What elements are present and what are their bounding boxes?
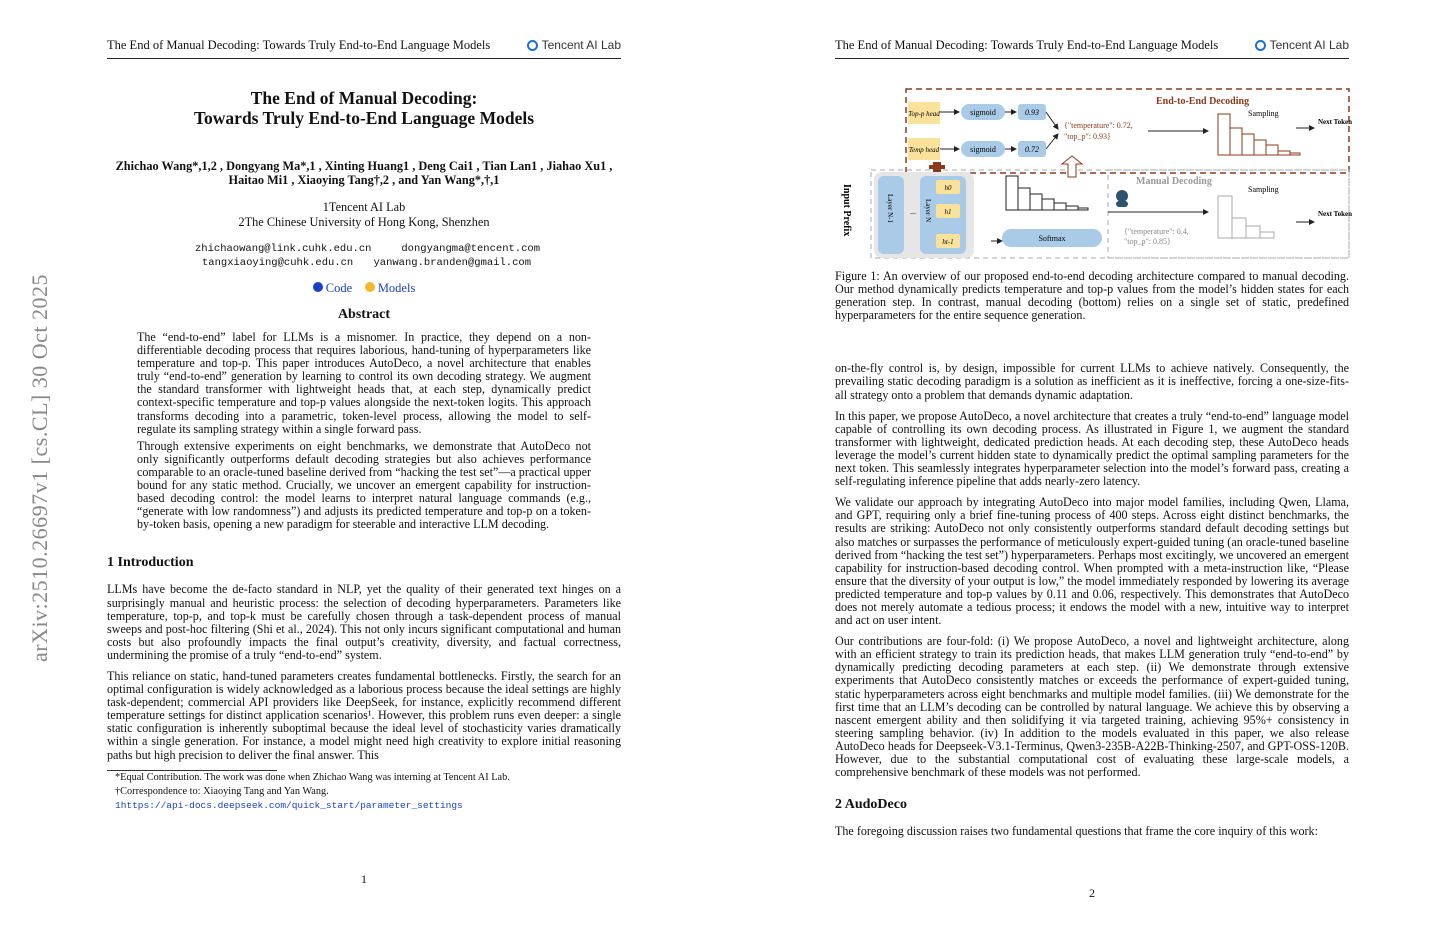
sampling-label: Sampling bbox=[1248, 109, 1279, 118]
affiliations bbox=[107, 200, 621, 230]
user-icon bbox=[1116, 190, 1128, 202]
footnote-link[interactable]: 1https://api-docs.deepseek.com/quick_start/parameter_settings bbox=[115, 799, 463, 811]
links bbox=[107, 281, 621, 296]
temp-head: Temp head bbox=[908, 146, 940, 154]
layer-n-1: Layer N-1 bbox=[886, 194, 894, 223]
sigmoid-label: sigmoid bbox=[970, 108, 996, 117]
footnotes bbox=[107, 771, 621, 813]
email: tangxiaoying@cuhk.edu.cn bbox=[202, 257, 354, 269]
next-token-label bbox=[1318, 118, 1352, 126]
body-paragraph: In this paper, we propose AutoDeco, a novel architecture that creates a truly “end-to-end” language model capable of controlling its own decoding process. As illustrated in Figure 1, we augment the standard transformer with lightweight, dedicated prediction heads. At each decoding step, these AutoDeco heads leverage the model’s current hidden state to dynamically predict the optimal sampling parameters for the next token. This seamlessly integrates hyperparameter selection into the model’s forward pass, creating a self-regulating inference pipeline that adds nearly-zero latency. bbox=[835, 408, 1349, 489]
title-line: Towards Truly End-to-End Language Models bbox=[193, 108, 535, 128]
title-line: The End of Manual Decoding: bbox=[250, 88, 478, 108]
authors-line: Haitao Mi1 , Xiaoying Tang†,2 , and Yan Wang*,†,1 bbox=[228, 173, 500, 187]
body-paragraph: on-the-fly control is, by design, impossible for current LLMs to achieve natively. Consequently, the prevailing static decoding paradigm is a solution as inefficient as it is ineffective, forcing a one-size-fits-all strategy onto a problem that demands dynamic adaptation. bbox=[835, 361, 1349, 402]
header-title: The End of Manual Decoding: Towards Truly End-to-End Language Models bbox=[835, 38, 1219, 52]
code-link[interactable]: Code bbox=[325, 281, 353, 295]
header-title: The End of Manual Decoding: Towards Truly End-to-End Language Models bbox=[107, 38, 491, 52]
e2e-decoding-box bbox=[906, 89, 1349, 173]
sigmoid-label: sigmoid bbox=[970, 145, 996, 154]
emails bbox=[195, 242, 540, 270]
sampling-label: Sampling bbox=[1248, 185, 1279, 194]
next-token-text: Next Token bbox=[1318, 118, 1353, 126]
body-paragraph: LLMs have become the de-facto standard in NLP, yet the quality of their generated text hinges on a surprisingly manual and heuristic process: the selection of decoding hyperparameters. Parameters like temperature, top-p, and top-k must be carefully chosen through a task-dependent process of manual sweeps and post-hoc filtering (Shi et al., 2024). This not only incurs significant computational and human costs but also profoundly impacts the final output’s creativity, diversity, and factual correctness, undermining the promise of a truly “end-to-end” system. bbox=[107, 582, 621, 662]
figure-caption: Figure 1: An overview of our proposed end-to-end decoding architecture compared to manual decoding. Our method dynamically predicts temperature and top-p values from the model’s hidden states for each generation step. In contrast, manual decoding (bottom) relies on a single set of static, predefined hyperparameters for the entire sequence generation. bbox=[835, 269, 1349, 323]
github-icon bbox=[313, 282, 323, 292]
body-paragraph: Our contributions are four-fold: (i) We propose AutoDeco, a novel and lightweight architecture, along with an efficient strategy to train its prediction heads, that makes LLM generation truly “end-to-end” by dynamically predicting decoding parameters at each step. (ii) We demonstrate through extensive experiments that AutoDeco consistently matches or exceeds the performance of expert-guided tuning, static hyperparameters across eight benchmarks and multiple model families. (iii) We demonstrate for the first time that an LLM’s decoding can be controlled by natural language. We achieve this by observing a nascent emergent ability and then solidifying it via targeted training, achieving 95%+ consistency in steering sampling behavior. (iv) In addition to the models evaluated in this paper, we also release AutoDeco heads for Deepseek-V3.1-Terminus, Qwen3-235B-A22B-Thinking-2507, and GPT-OSS-120B. However, due to the substantial computational cost of evaluating these large-scale models, a comprehensive benchmark of these models was not performed. bbox=[835, 634, 1349, 780]
email: yanwang.branden@gmail.com bbox=[373, 257, 531, 269]
figure-1-diagram bbox=[836, 84, 1356, 260]
authors-line: Zhichao Wang*,1,2 , Dongyang Ma*,1 , Xinting Huang1 , Deng Cai1 , Tian Lan1 , Jiahao Xu1 , bbox=[115, 159, 613, 173]
softmax-histogram bbox=[1006, 176, 1088, 210]
tencent-logo-icon bbox=[527, 40, 538, 51]
ht-1: ht-1 bbox=[942, 238, 954, 246]
arxiv-watermark: arXiv:2510.26697v1 [cs.CL] 30 Oct 2025 bbox=[27, 273, 52, 663]
manual-params: "top_p": 0.85} bbox=[1124, 237, 1171, 246]
manual-histogram bbox=[1218, 196, 1274, 238]
email: dongyangma@tencent.com bbox=[401, 243, 540, 255]
manual-label: Manual Decoding bbox=[1136, 176, 1212, 187]
layer-n: Layer N bbox=[924, 199, 932, 223]
page-number: 2 bbox=[1089, 886, 1095, 900]
section-heading: 1 Introduction bbox=[107, 555, 194, 571]
tencent-logo bbox=[527, 38, 621, 52]
page2-body bbox=[835, 270, 1349, 838]
section-heading: 2 AudoDeco bbox=[835, 797, 907, 813]
ellipsis: ... bbox=[910, 207, 916, 216]
footnote: †Correspondence to: Xiaoying Tang and Yan Wang. bbox=[115, 785, 329, 797]
page-number: 1 bbox=[361, 872, 367, 886]
e2e-params: "top_p": 0.93} bbox=[1064, 132, 1111, 141]
abstract-heading: Abstract bbox=[337, 307, 391, 322]
footnote: *Equal Contribution. The work was done when Zhichao Wang was interning at Tencent AI Lab. bbox=[115, 771, 510, 783]
email: zhichaowang@link.cuhk.edu.cn bbox=[195, 243, 372, 255]
body-paragraph: This reliance on static, hand-tuned parameters creates fundamental bottlenecks. Firstly, the search for an optimal configuration is widely acknowledged as a laborious process because the ideal settings are highly task-dependent; commercial API providers like DeepSeek, for instance, explicitly recommend different temperature settings for distinct application scenarios¹. However, this problem runs even deeper: a single static configuration is inherently suboptimal because the ideal level of stochasticity varies dramatically within a single generation. For instance, a model might need high creativity to explore initial reasoning paths but high precision to deliver the final answer. This bbox=[107, 668, 621, 762]
next-token-label: Next Token bbox=[1318, 210, 1353, 218]
logo-text: Tencent AI Lab bbox=[1269, 38, 1349, 52]
paper-title bbox=[107, 88, 621, 128]
top-p-value: 0.93 bbox=[1025, 108, 1039, 117]
affiliation: 1Tencent AI Lab bbox=[322, 200, 406, 214]
abstract-paragraph: Through extensive experiments on eight benchmarks, we demonstrate that AutoDeco not only significantly outperforms default decoding strategies but also achieves performance comparable to an oracle-tuned baseline derived from “hacking the test set”—a practical upper bound for any static method. Crucially, we uncover an emergent capability for instruction-based decoding control: the model learns to interpret natural language commands (e.g., “generate with low randomness”) and adjusts its predicted temperature and top-p on a token-by-token basis, opening a new paradigm for steerable and interactive LLM decoding. bbox=[137, 438, 591, 532]
h0: h0 bbox=[944, 184, 952, 192]
abstract-paragraph: The “end-to-end” label for LLMs is a misnomer. In practice, they depend on a non-differentiable decoding process that requires laborious, hand-tuning of hyperparameters like temperature and top-p. This paper introduces AutoDeco, a novel architecture that enables truly “end-to-end” generation by learning to control its own decoding strategy. We augment the standard transformer with lightweight heads that, at each step, dynamically predict context-specific temperature and top-p values alongside the next-token logits. This approach transforms decoding into a parametric, token-level process, allowing the model to self-regulate its sampling strategy within a single forward pass. bbox=[137, 330, 591, 436]
affiliation: 2The Chinese University of Hong Kong, Shenzhen bbox=[238, 215, 490, 229]
top-p-head: Top-p head bbox=[908, 110, 940, 118]
body-paragraph: We validate our approach by integrating AutoDeco into major model families, including Qwen, Llama, and GPT, requiring only a brief fine-tuning process of 400 steps. Across eight distinct benchmarks, the results are striking: AutoDeco not only consistently outperforms standard default decoding settings but also matches or surpasses the performance of meticulously expert-guided tuning (an oracle-tuned baseline derived from “hacking the test set”) hyperparameters. Perhaps most excitingly, we uncovered an emergent capability for instruction-based decoding control. When prompted with a meta-instruction like, “Please ensure that the diversity of your output is low,” the model immediately responded by lowering its average predicted temperature and top-p values by 0.11 and 0.06, respectively. This demonstrates that AutoDeco does not merely automate a tedious process; it endows the model with a new, intuitive way to interpret and act on user intent. bbox=[835, 495, 1349, 628]
e2e-params: {"temperature": 0.72, bbox=[1064, 121, 1133, 130]
running-header bbox=[835, 38, 1349, 59]
h1: h1 bbox=[944, 208, 952, 216]
authors bbox=[107, 159, 621, 187]
tencent-logo-icon bbox=[1255, 40, 1266, 51]
body-paragraph: The foregoing discussion raises two fundamental questions that frame the core inquiry of this work: bbox=[835, 824, 1318, 839]
input-prefix-label: Input Prefix bbox=[841, 184, 852, 237]
logo-text: Tencent AI Lab bbox=[541, 38, 621, 52]
running-header bbox=[107, 38, 621, 59]
e2e-label: End-to-End Decoding bbox=[1156, 96, 1250, 107]
manual-params: {"temperature": 0.4, bbox=[1124, 227, 1189, 236]
models-link[interactable]: Models bbox=[377, 281, 416, 295]
softmax-label: Softmax bbox=[1038, 234, 1066, 243]
e2e-histogram bbox=[1218, 114, 1300, 155]
tencent-logo bbox=[1255, 38, 1349, 52]
temp-value: 0.72 bbox=[1025, 145, 1039, 154]
page1-body bbox=[107, 331, 621, 813]
huggingface-icon bbox=[365, 282, 375, 292]
